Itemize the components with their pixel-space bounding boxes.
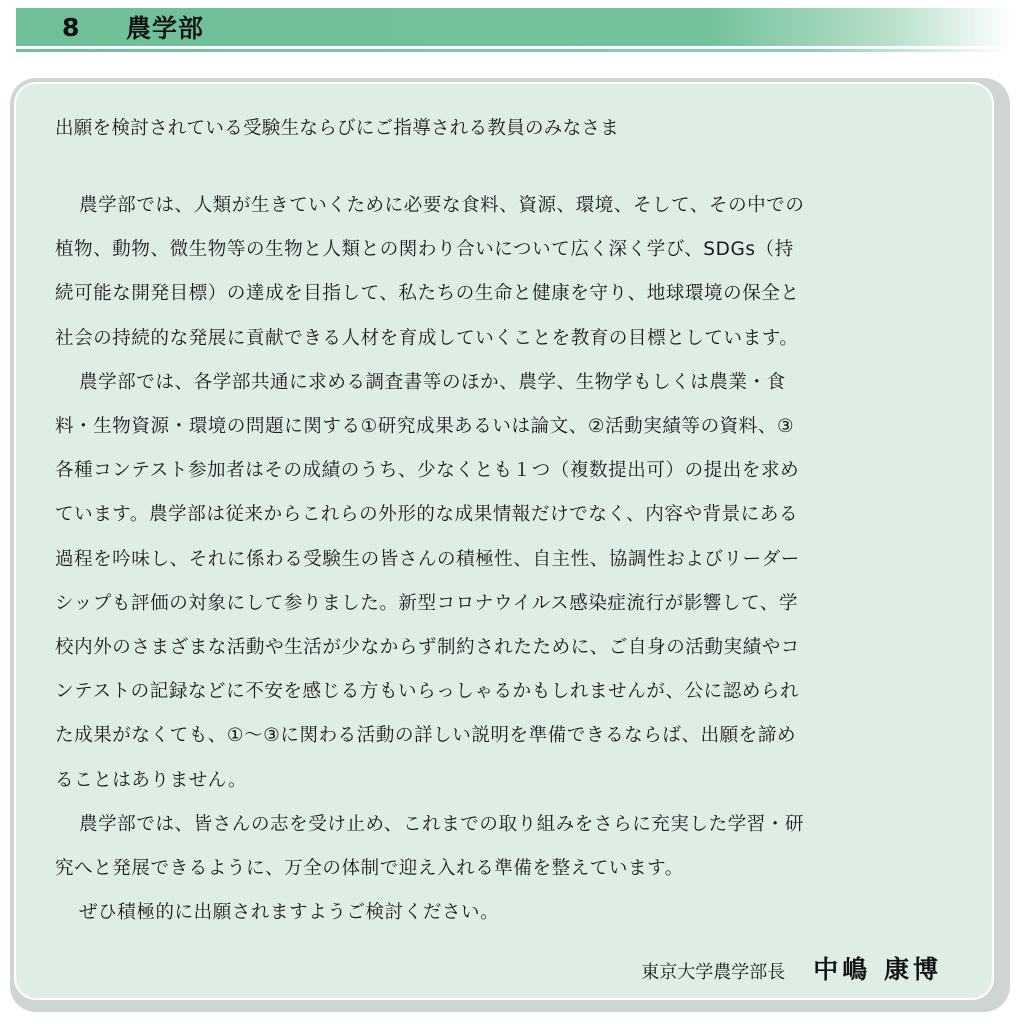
text-line: 農学部では、各学部共通に求める調査書等のほか、農学、生物学もしくは農業・食 (79, 371, 786, 393)
text-line: ンテストの記録などに不安を感じる方もいらっしゃるかもしれませんが、公に認められ (55, 681, 800, 703)
paragraph-admission-materials (55, 361, 975, 803)
text-line: シップも評価の対象にして参りました。新型コロナウイルス感染症流行が影響して、学 (55, 592, 799, 614)
text-line: 料・生物資源・環境の問題に関する①研究成果あるいは論文、②活動実績等の資料、③ (55, 416, 795, 438)
text-line: 校内外のさまざまな活動や生活が少なからず制約されたために、ご自身の活動実績やコ (55, 637, 800, 659)
paragraph-education-goal (55, 184, 975, 361)
section-header (16, 8, 1012, 46)
text-line: た成果がなくても、①～③に関わる活動の詳しい説明を準備できるならば、出願を諦め (55, 725, 797, 747)
text-line: 植物、動物、微生物等の生物と人類との関わり合いについて広く深く学び、SDGs（持 (55, 239, 794, 261)
text-line: 農学部では、皆さんの志を受け止め、これまでの取り組みをさらに充実した学習・研 (79, 813, 805, 835)
salutation: 出願を検討されている受験生ならびにご指導される教員のみなさま (55, 118, 620, 139)
section-number: 8 (62, 12, 80, 42)
signature-name: 中嶋 康博 (813, 955, 942, 984)
signature-organization: 東京大学農学部長 (641, 962, 786, 983)
text-line: 社会の持続的な発展に貢献できる人材を育成していくことを教育の目標としています。 (55, 327, 799, 349)
text-line: 続可能な開発目標）の達成を目指して、私たちの生命と健康を守り、地球環境の保全と (55, 283, 800, 305)
paragraph-closing (55, 891, 975, 935)
text-line: 究へと発展できるように、万全の体制で迎え入れる準備を整えています。 (55, 858, 684, 880)
text-line: ています。農学部は従来からこれらの外形的な成果情報だけでなく、内容や背景にある (55, 504, 799, 526)
text-line: 各種コンテスト参加者はその成績のうち、少なくとも１つ（複数提出可）の提出を求め (55, 460, 800, 482)
text-line: 過程を吟味し、それに係わる受験生の皆さんの積極性、自主性、協調性およびリーダー (55, 548, 800, 570)
paragraph-preparation (55, 803, 975, 891)
message-body (55, 184, 975, 935)
text-line: ぜひ積極的に出願されますようご検討ください。 (79, 902, 500, 924)
header-underline (16, 49, 1012, 52)
text-line: ることはありません。 (55, 769, 248, 791)
signature-block (641, 950, 942, 986)
section-title: 農学部 (126, 14, 205, 43)
text-line: 農学部では、人類が生きていくために必要な食料、資源、環境、そして、その中での (79, 195, 805, 216)
